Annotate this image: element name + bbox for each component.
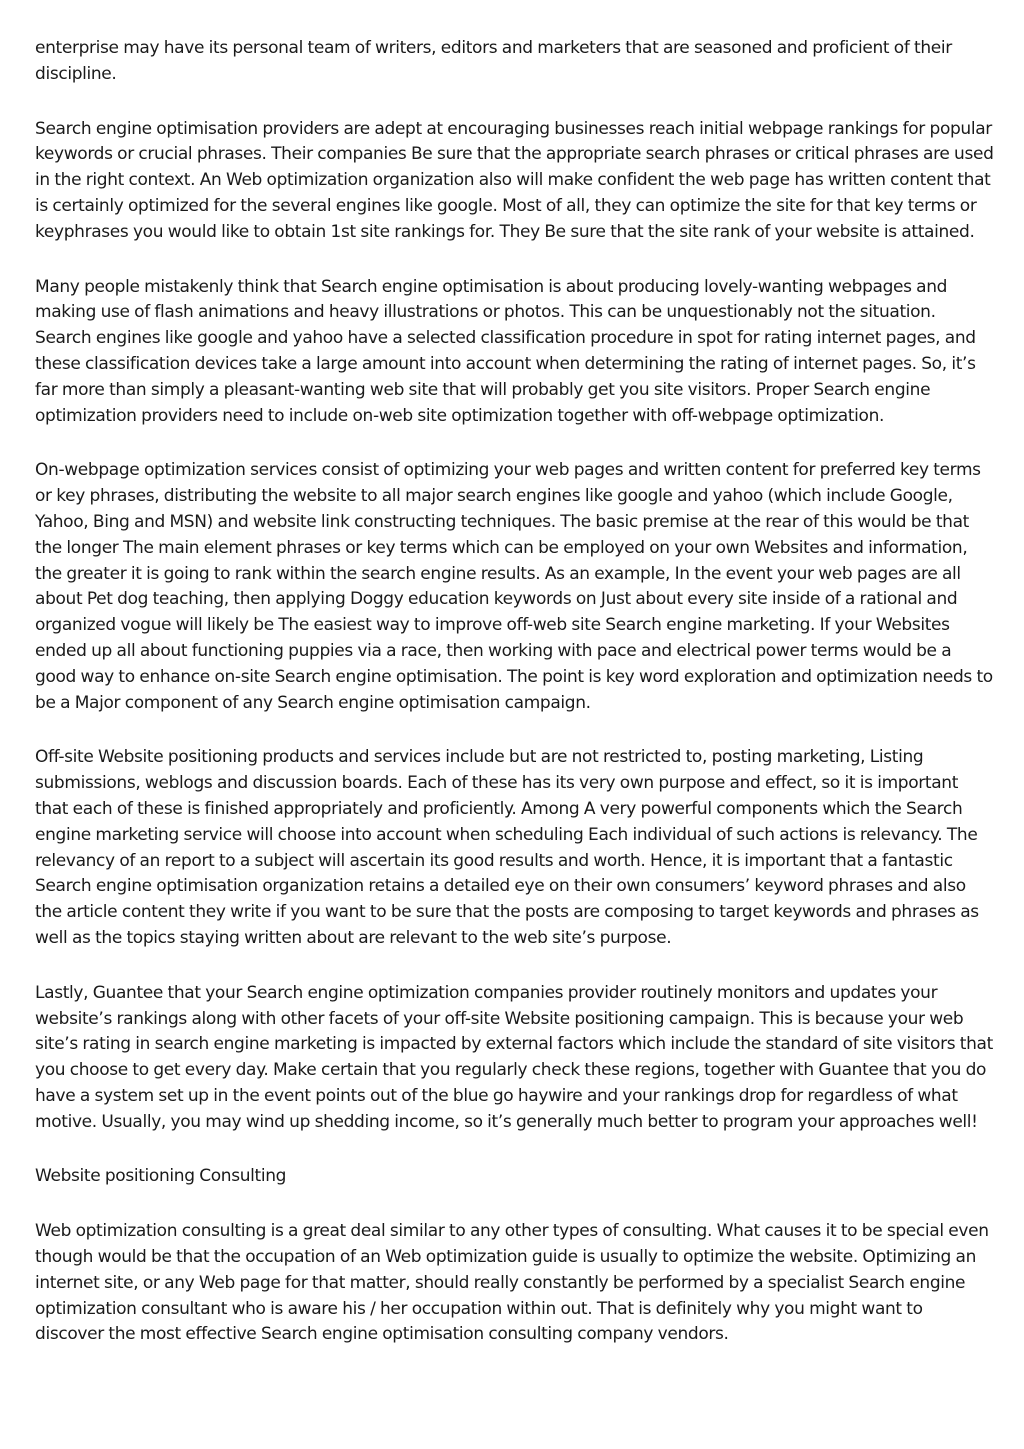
paragraph: Web optimization consulting is a great deal similar to any other types of consulting. What causes it to be special even though would be that the occupation of an Web optimization guide is usually to optimize the website. Optimizing an internet site, or any Web page for that matter, should really constantly be performed by a specialist Search engine optimization consultant who is aware his / her occupation within out. That is definitely why you might want to discover the most effective Search engine optimisation consulting company vendors. <box>35 1221 989 1345</box>
paragraph: Search engine optimisation providers are adept at encouraging businesses reach initial webpage rankings for popular keywords or crucial phrases. Their companies Be sure that the appropriate search phrases or critical phrases are used in the right context. An Web optimization organization also will make confident the web page has written content that is certainly optimized for the several engines like google. Most of all, they can optimize the site for that key terms or keyphrases you would like to obtain 1st site rankings for. They Be sure that the site rank of your website is attained. <box>35 118 994 242</box>
paragraph: Lastly, Guantee that your Search engine optimization companies provider routinely monitors and updates your website’s rankings along with other facets of your off-site Website positioning campaign. This is because your web site’s rating in search engine marketing is impacted by external factors which include the standard of site visitors that you choose to get every day. Make certain that you regularly check these regions, together with Guantee that you do have a system set up in the event points out of the blue go haywire and your rankings drop for regardless of what motive. Usually, you may wind up shedding income, so it’s generally much better to program your approaches well! <box>35 982 993 1132</box>
document-body <box>35 36 995 1377</box>
paragraph: On-webpage optimization services consist of optimizing your web pages and written content for preferred key terms or key phrases, distributing the website to all major search engines like google and yahoo (which include Google, Yahoo, Bing and MSN) and website link constructing techniques. The basic premise at the rear of this would be that the longer The main element phrases or key terms which can be employed on your own Websites and information, the greater it is going to rank within the search engine results. As an example, In the event your web pages are all about Pet dog teaching, then applying Doggy education keywords on Just about every site inside of a rational and organized vogue will likely be The easiest way to improve off-web site Search engine marketing. If your Websites ended up all about functioning puppies via a race, then working with pace and electrical power terms would be a good way to enhance on-site Search engine optimisation. The point is key word exploration and optimization needs to be a Major component of any Search engine optimisation campaign. <box>35 460 993 713</box>
paragraph: Off-site Website positioning products and services include but are not restricted to, posting marketing, Listing submissions, weblogs and discussion boards. Each of these has its very own purpose and effect, so it is important that each of these is finished appropriately and proficiently. Among A very powerful components which the Search engine marketing service will choose into account when scheduling Each individual of such actions is relevancy. The relevancy of an report to a subject will ascertain its good results and worth. Hence, it is important that a fantastic Search engine optimisation organization retains a detailed eye on their own consumers’ keyword phrases and also the article content they write if you want to be sure that the posts are composing to target keywords and phrases as well as the topics staying written about are relevant to the web site’s purpose. <box>35 747 979 948</box>
paragraph: enterprise may have its personal team of writers, editors and marketers that are seasoned and proficient of their discipline. <box>35 38 952 84</box>
section-heading: Website positioning Consulting <box>35 1166 287 1187</box>
paragraph: Many people mistakenly think that Search engine optimisation is about producing lovely-wanting webpages and making use of flash animations and heavy illustrations or photos. This can be unquestionably not the situation. Search engines like google and yahoo have a selected classification procedure in spot for rating internet pages, and these classification devices take a large amount into account when determining the rating of internet pages. So, it’s far more than simply a pleasant-wanting web site that will probably get you site visitors. Proper Search engine optimization providers need to include on-web site optimization together with off-webpage optimization. <box>35 276 976 426</box>
